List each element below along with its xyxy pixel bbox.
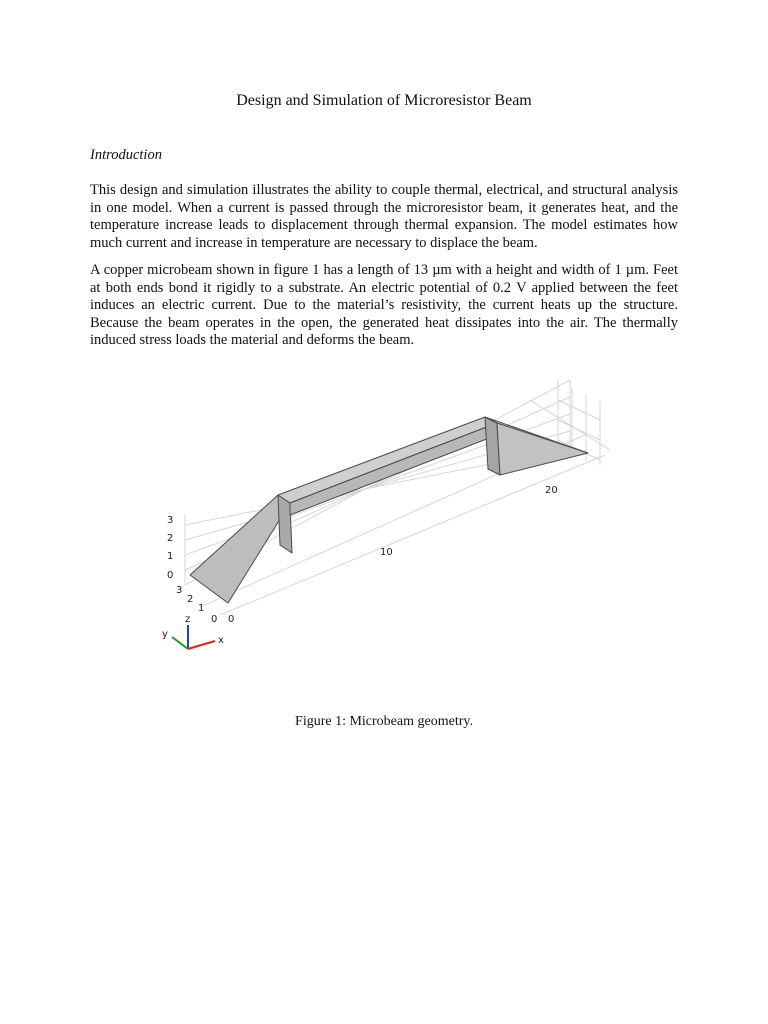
y-tick-3: 3 <box>176 585 183 596</box>
triad-y-label: y <box>162 629 168 640</box>
beam-top <box>278 417 497 503</box>
figure-caption: Figure 1: Microbeam geometry. <box>295 714 473 729</box>
z-tick-0: 0 <box>167 570 174 581</box>
microbeam-figure <box>140 375 625 650</box>
triad-z-label: z <box>185 614 191 625</box>
left-foot <box>190 495 290 603</box>
section-heading: Introduction <box>90 147 162 163</box>
y-tick-2: 2 <box>187 594 194 605</box>
intro-paragraph-1: This design and simulation illustrates the ability to couple thermal, electrical, and structural analysis in one model. When a current is passed through the microresistor beam, it generates heat, and the temperature increase leads to displacement through thermal expansion. The model estimates how much current and increase in temperature are necessary to displace the beam. <box>90 182 678 251</box>
x-tick-20: 20 <box>545 485 558 496</box>
page-title: Design and Simulation of Microresistor Beam <box>236 92 532 109</box>
z-tick-1: 1 <box>167 551 174 562</box>
x-tick-0: 0 <box>228 614 235 625</box>
microbeam-body <box>190 417 588 603</box>
microbeam-geometry-plot <box>140 375 625 650</box>
right-foot <box>485 417 588 475</box>
z-tick-3: 3 <box>167 515 174 526</box>
intro-paragraph-2: A copper microbeam shown in figure 1 has a length of 13 µm with a height and width of 1 µm. Feet at both ends bond it rigidly to a substrate. An electric potential of 0.2 V applied between the feet induces an electric current. Due to the material’s resistivity, the current heats up the structure. Because the beam operates in the open, the generated heat dissipates into the air. The thermally induced stress loads the material and deforms the beam. <box>90 262 678 349</box>
grid-lines <box>185 380 610 615</box>
y-tick-0: 0 <box>211 614 218 625</box>
y-tick-1: 1 <box>198 603 205 614</box>
triad-x-label: x <box>218 635 224 646</box>
z-tick-2: 2 <box>167 533 174 544</box>
x-tick-10: 10 <box>380 547 393 558</box>
